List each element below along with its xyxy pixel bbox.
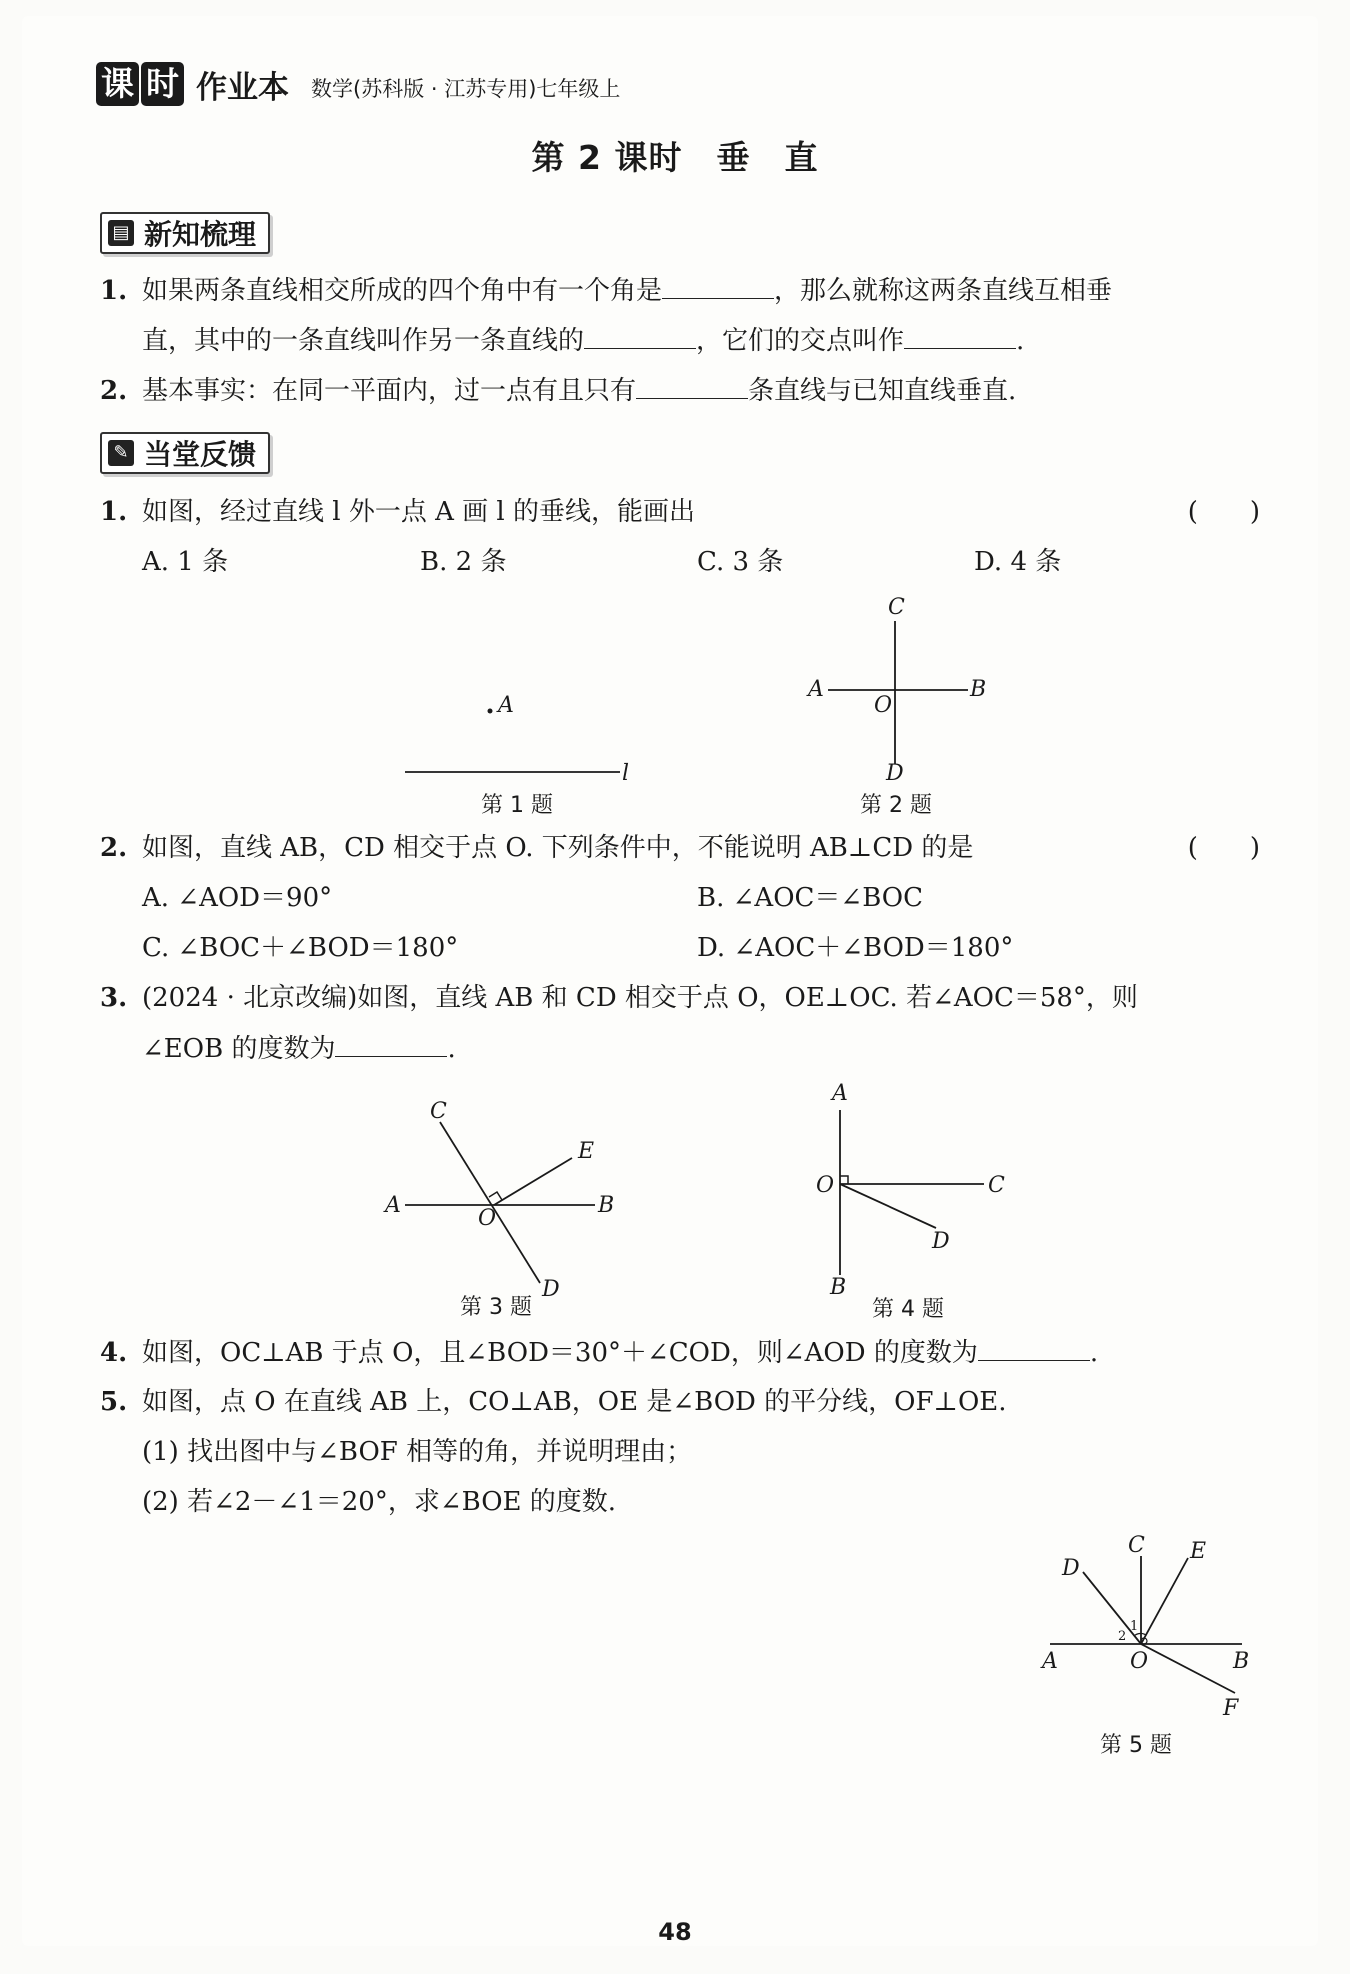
label-c: C — [988, 1173, 1005, 1198]
ray-od — [840, 1184, 936, 1228]
option-a[interactable]: A. ∠AOD＝90° — [142, 883, 333, 913]
brand-logo — [96, 62, 186, 106]
logo-char-2: 时 — [141, 62, 184, 106]
label-e: E — [1190, 1539, 1207, 1564]
option-d[interactable]: D. 4 条 — [974, 547, 1062, 577]
section-label: 新知梳理 — [144, 218, 257, 251]
answer-blank[interactable] — [584, 322, 696, 349]
figure-2 — [800, 596, 1000, 786]
s1-q1-line2 — [100, 322, 1302, 359]
s2-q4-line — [100, 1334, 1260, 1371]
question-text: 如图，点 O 在直线 AB 上，CO⊥AB，OE 是∠BOD 的平分线，OF⊥OE. — [142, 1387, 1007, 1417]
question-number: 1. — [100, 497, 128, 527]
label-c: C — [888, 596, 905, 620]
question-number: 3. — [100, 983, 128, 1013]
ray-of — [1141, 1644, 1235, 1693]
question-number: 1. — [100, 276, 128, 306]
right-angle-mark — [840, 1176, 848, 1184]
figure-5 — [1030, 1530, 1270, 1730]
option-b[interactable]: B. ∠AOC＝∠BOC — [697, 883, 923, 913]
figure-3 — [370, 1098, 630, 1298]
figure-3-caption: 第 3 题 — [460, 1295, 532, 1320]
s1-q1-line1 — [100, 272, 1260, 309]
s1-q2-line — [100, 372, 1260, 409]
right-angle-mark — [489, 1192, 502, 1200]
question-text: . — [1089, 1338, 1099, 1368]
s2-q3-line1 — [100, 980, 1260, 1016]
angle-label-2: 2 — [1118, 1629, 1127, 1644]
question-text: . — [447, 1034, 456, 1064]
question-text: 直，其中的一条直线叫作另一条直线的 — [142, 326, 585, 356]
label-d: D — [932, 1229, 950, 1254]
logo-char-1: 课 — [96, 62, 139, 106]
label-a: A — [832, 1081, 848, 1106]
angle-label-1: 1 — [1130, 1619, 1139, 1634]
question-text: ∠EOB 的度数为 — [142, 1034, 336, 1064]
pencil-icon: ✎ — [108, 440, 134, 466]
label-d: D — [886, 761, 904, 786]
option-c[interactable]: C. ∠BOC＋∠BOD＝180° — [142, 933, 459, 963]
answer-blank[interactable] — [978, 1334, 1090, 1361]
question-number: 2. — [100, 833, 128, 863]
question-text: ，那么就称这两条直线互相垂 — [774, 276, 1113, 306]
label-b: B — [1233, 1649, 1250, 1674]
answer-parentheses[interactable]: ( ) — [1187, 497, 1260, 527]
label-o: O — [874, 693, 893, 718]
s2-q1-line — [100, 494, 1260, 530]
answer-blank[interactable] — [662, 272, 774, 299]
figure-5-caption: 第 5 题 — [1100, 1733, 1172, 1758]
figure-4-caption: 第 4 题 — [872, 1297, 944, 1322]
header-brand — [96, 62, 620, 106]
answer-blank[interactable] — [904, 322, 1016, 349]
point-a-dot — [488, 709, 493, 714]
answer-blank[interactable] — [335, 1030, 447, 1057]
label-d: D — [1062, 1556, 1080, 1581]
book-subtitle: 数学(苏科版 · 江苏专用)七年级上 — [311, 77, 621, 101]
question-number: 2. — [100, 376, 128, 406]
option-a[interactable]: A. 1 条 — [142, 547, 229, 577]
figure-2-caption: 第 2 题 — [860, 793, 932, 818]
question-text: 条直线与已知直线垂直. — [748, 376, 1017, 406]
question-text: 如图，OC⊥AB 于点 O，且∠BOD＝30°＋∠COD，则∠AOD 的度数为 — [142, 1338, 978, 1368]
label-b: B — [598, 1193, 615, 1218]
label-o: O — [478, 1206, 497, 1231]
question-text: ，它们的交点叫作 — [696, 326, 905, 356]
ray-oe — [1141, 1558, 1188, 1644]
label-a: A — [1042, 1649, 1058, 1674]
notebook-icon: ▤ — [108, 220, 134, 246]
lesson-title: 第 2 课时 垂 直 — [531, 138, 819, 177]
question-text: 如图，直线 AB，CD 相交于点 O. 下列条件中，不能说明 AB⊥CD 的是 — [142, 833, 974, 863]
section-header-class-feedback — [100, 432, 270, 474]
figure-4 — [808, 1080, 1028, 1296]
line-cd — [440, 1122, 540, 1283]
answer-blank[interactable] — [636, 372, 748, 399]
label-o: O — [1130, 1649, 1149, 1674]
figure-1 — [390, 680, 650, 790]
label-b: B — [830, 1275, 847, 1296]
question-text: 如图，经过直线 l 外一点 A 画 l 的垂线，能画出 — [142, 497, 695, 527]
label-b: B — [970, 677, 987, 702]
point-a-label: A — [498, 693, 514, 718]
question-text: 如果两条直线相交所成的四个角中有一个角是 — [142, 276, 663, 306]
ray-oe — [494, 1158, 572, 1205]
label-a: A — [808, 677, 824, 702]
option-b[interactable]: B. 2 条 — [420, 547, 507, 577]
brand-name: 作业本 — [196, 69, 289, 106]
s2-q3-line2 — [100, 1030, 1302, 1067]
question-number: 4. — [100, 1338, 128, 1368]
s2-q2-line — [100, 830, 1260, 866]
line-l-label: l — [622, 761, 630, 786]
figure-1-caption: 第 1 题 — [481, 793, 553, 818]
section-label: 当堂反馈 — [144, 438, 257, 471]
option-d[interactable]: D. ∠AOC＋∠BOD＝180° — [697, 933, 1014, 963]
label-f: F — [1223, 1696, 1239, 1721]
question-number: 5. — [100, 1387, 128, 1417]
s2-q5-line — [100, 1384, 1260, 1420]
label-d: D — [542, 1277, 560, 1298]
section-header-new-knowledge — [100, 212, 270, 254]
answer-parentheses[interactable]: ( ) — [1187, 833, 1260, 863]
label-o: O — [816, 1173, 835, 1198]
question-text: . — [1016, 326, 1025, 356]
s2-q5-sub2: (2) 若∠2－∠1＝20°，求∠BOE 的度数. — [142, 1487, 617, 1517]
page-number: 48 — [658, 1918, 692, 1946]
label-c: C — [1128, 1533, 1145, 1558]
label-c: C — [430, 1099, 447, 1124]
option-c[interactable]: C. 3 条 — [697, 547, 784, 577]
question-text: (2024 · 北京改编)如图，直线 AB 和 CD 相交于点 O，OE⊥OC. 若∠AOC＝58°，则 — [142, 983, 1138, 1013]
label-a: A — [385, 1193, 401, 1218]
question-text: 基本事实：在同一平面内，过一点有且只有 — [142, 376, 637, 406]
label-e: E — [578, 1139, 595, 1164]
s2-q5-sub1: (1) 找出图中与∠BOF 相等的角，并说明理由； — [142, 1437, 693, 1467]
